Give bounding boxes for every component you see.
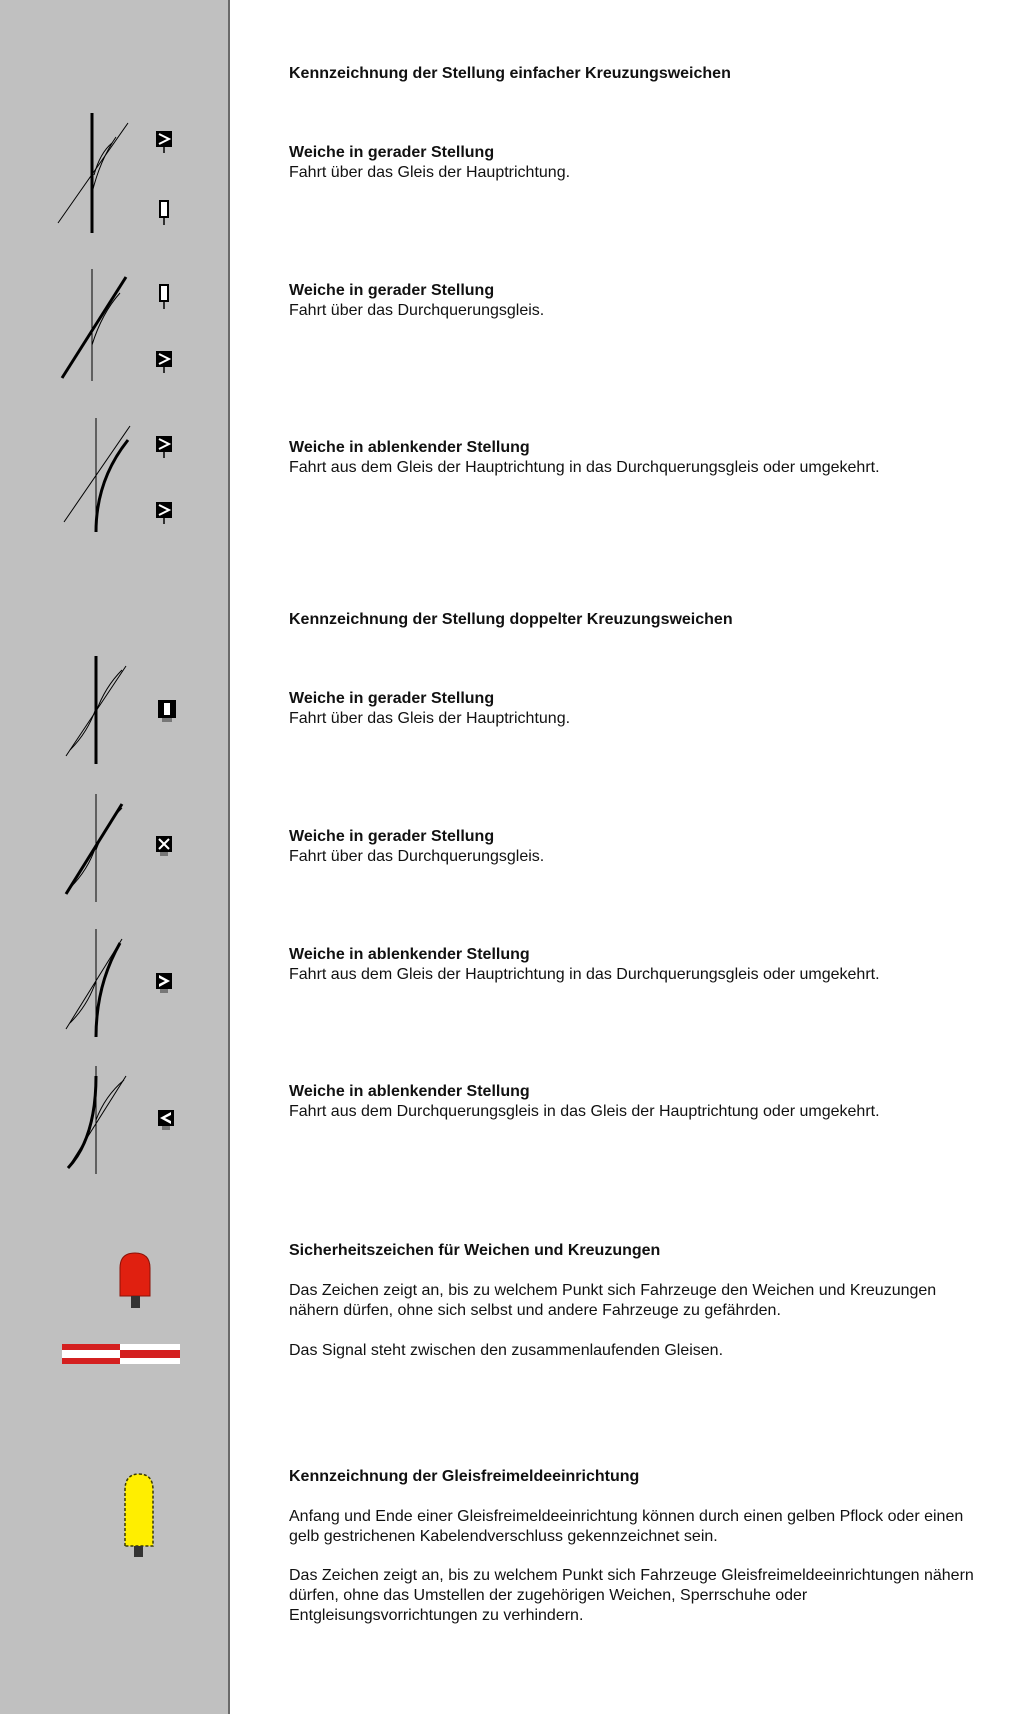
entry-description: Fahrt aus dem Durchquerungsgleis in das Gleis der Hauptrichtung oder umgekehrt. bbox=[289, 1103, 880, 1120]
paragraph: Das Zeichen zeigt an, bis zu welchem Punkt sich Fahrzeuge Gleisfreimeldeeinrichtungen nähern dürfen, ohne das Umstellen der zugehörigen Weichen, Sperrschuhe oder Entgleisungsvorrichtungen zu verhindern. bbox=[289, 1567, 974, 1624]
red-post-icon bbox=[115, 1250, 155, 1312]
yellow-post-icon bbox=[121, 1470, 161, 1558]
lantern-arrow-icon bbox=[156, 131, 172, 153]
entry-description: Fahrt aus dem Gleis der Hauptrichtung in das Durchquerungsgleis oder umgekehrt. bbox=[289, 966, 880, 983]
list-item bbox=[289, 438, 880, 478]
entry-title: Weiche in gerader Stellung bbox=[289, 144, 495, 161]
lantern-bar-icon bbox=[160, 201, 168, 225]
lantern-arrow-right-icon bbox=[156, 973, 172, 993]
crossing-switch-straight-through-icon bbox=[50, 263, 190, 393]
crossing-switch-diverging-icon bbox=[50, 410, 190, 540]
section-heading: Kennzeichnung der Gleisfreimeldeeinrichtung bbox=[289, 1468, 640, 1485]
entry-description: Fahrt über das Durchquerungsgleis. bbox=[289, 302, 545, 319]
list-item bbox=[289, 281, 544, 321]
crossing-switch-straight-main-icon bbox=[50, 105, 190, 235]
list-item bbox=[289, 827, 544, 867]
section-heading: Kennzeichnung der Stellung doppelter Kreuzungsweichen bbox=[289, 611, 733, 628]
paragraph: Anfang und Ende einer Gleisfreimeldeeinrichtung können durch einen gelben Pflock oder einen gelb gestrichenen Kabelendverschluss gekennzeichnet sein. bbox=[289, 1508, 964, 1545]
lantern-box-icon bbox=[158, 700, 176, 722]
entry-title: Weiche in ablenkender Stellung bbox=[289, 439, 530, 456]
lantern-arrow-icon bbox=[156, 436, 172, 458]
entry-description: Fahrt über das Durchquerungsgleis. bbox=[289, 848, 545, 865]
lantern-arrow-icon bbox=[156, 502, 172, 524]
entry-title: Weiche in ablenkender Stellung bbox=[289, 946, 530, 963]
lantern-arrow-left-icon bbox=[158, 1110, 174, 1130]
entry-title: Weiche in gerader Stellung bbox=[289, 828, 495, 845]
clearance-marker-icon bbox=[62, 1344, 180, 1366]
double-crossing-straight-main-icon bbox=[50, 652, 190, 767]
entry-description: Fahrt aus dem Gleis der Hauptrichtung in das Durchquerungsgleis oder umgekehrt. bbox=[289, 459, 880, 476]
entry-title: Weiche in gerader Stellung bbox=[289, 282, 495, 299]
list-item bbox=[289, 945, 880, 985]
section-heading: Sicherheitszeichen für Weichen und Kreuzungen bbox=[289, 1242, 661, 1259]
list-item bbox=[289, 143, 570, 183]
list-item bbox=[289, 689, 570, 729]
entry-title: Weiche in gerader Stellung bbox=[289, 690, 495, 707]
entry-description: Fahrt über das Gleis der Hauptrichtung. bbox=[289, 164, 571, 181]
double-crossing-straight-through-icon bbox=[50, 790, 190, 905]
double-crossing-diverging-main-icon bbox=[50, 925, 190, 1040]
double-crossing-diverging-through-icon bbox=[50, 1062, 190, 1177]
entry-title: Weiche in ablenkender Stellung bbox=[289, 1083, 530, 1100]
paragraph: Das Zeichen zeigt an, bis zu welchem Punkt sich Fahrzeuge den Weichen und Kreuzungen nähern dürfen, ohne sich selbst und andere Fahrzeuge zu gefährden. bbox=[289, 1282, 937, 1319]
lantern-cross-icon bbox=[156, 836, 172, 856]
entry-description: Fahrt über das Gleis der Hauptrichtung. bbox=[289, 710, 571, 727]
section-heading: Kennzeichnung der Stellung einfacher Kreuzungsweichen bbox=[289, 65, 731, 82]
lantern-arrow-icon bbox=[156, 351, 172, 373]
paragraph: Das Signal steht zwischen den zusammenlaufenden Gleisen. bbox=[289, 1342, 724, 1359]
list-item bbox=[289, 1082, 880, 1122]
lantern-bar-icon bbox=[160, 285, 168, 309]
